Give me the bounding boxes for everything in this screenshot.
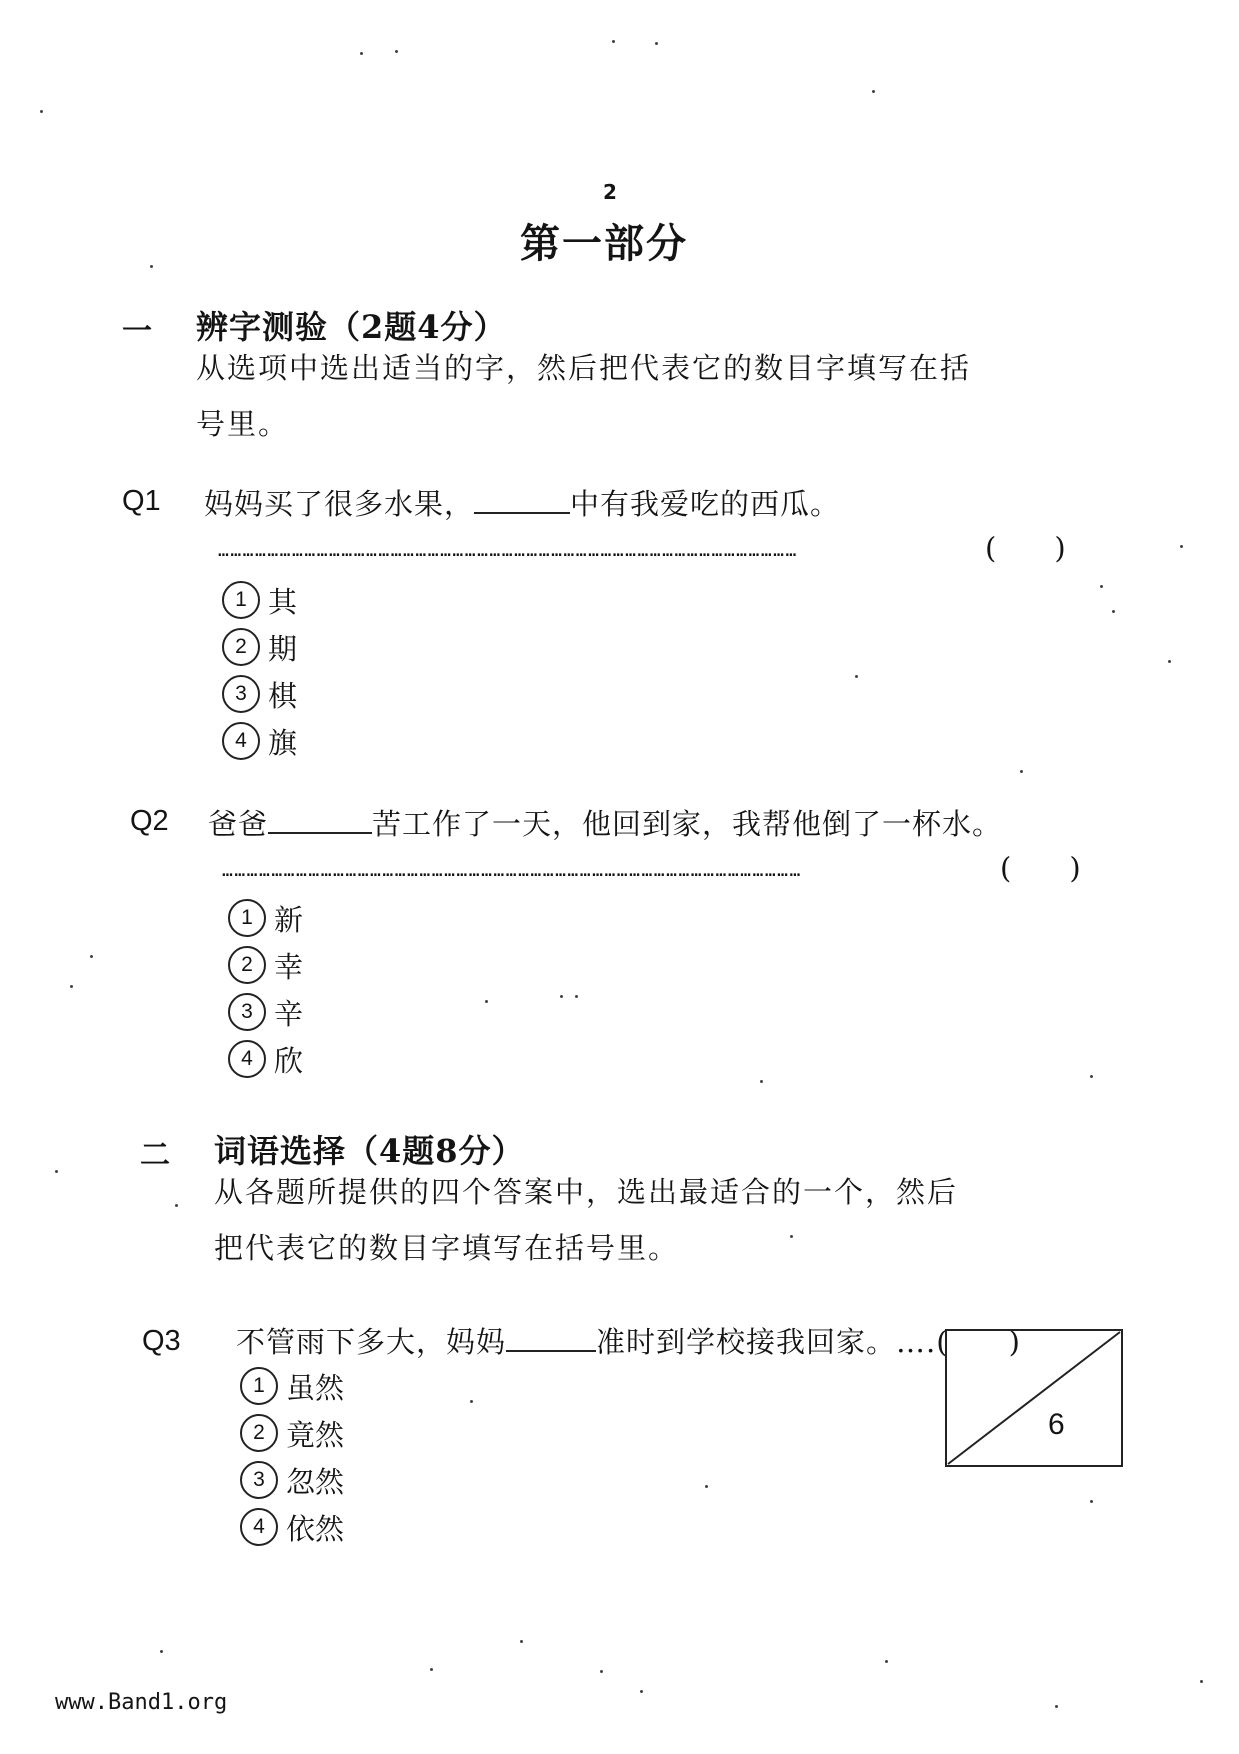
q3-option — [240, 1458, 344, 1502]
q3-option — [240, 1505, 344, 1549]
option-text: 忽然 — [286, 1464, 345, 1499]
q3-question — [236, 1320, 1021, 1361]
section2-title: 词语选择（4题8分） — [214, 1132, 525, 1170]
option-text: 期 — [268, 631, 298, 666]
option-number: 3 — [222, 675, 260, 713]
footer-watermark: www.Band1.org — [55, 1690, 228, 1715]
q3-text-after: 准时到学校接我回家。 — [596, 1325, 897, 1359]
q1-text-before: 妈妈买了很多水果， — [204, 487, 475, 521]
option-number: 4 — [222, 722, 260, 760]
q2-leader-dots: …………………………………………………………………………………………………………………………… — [222, 860, 802, 881]
q2-option — [228, 943, 303, 987]
option-number: 2 — [222, 628, 260, 666]
q3-text-before: 不管雨下多大，妈妈 — [236, 1325, 507, 1359]
section1-title: 辨字测验（2题4分） — [196, 308, 507, 346]
q3-option — [240, 1411, 344, 1455]
q2-option — [228, 1037, 303, 1081]
q1-leader-dots: …………………………………………………………………………………………………………………………… — [218, 540, 798, 561]
q2-answer-parentheses[interactable]: ( ) — [1000, 851, 1081, 885]
section2-instruction-line: 把代表它的数目字填写在括号里。 — [214, 1231, 680, 1265]
section2-instruction-line: 从各题所提供的四个答案中，选出最适合的一个，然后 — [214, 1175, 959, 1209]
option-number: 4 — [240, 1508, 278, 1546]
option-number: 1 — [222, 581, 260, 619]
q2-text-before: 爸爸 — [208, 807, 269, 841]
q2-answer-blank[interactable] — [268, 810, 372, 834]
q1-label: Q1 — [122, 485, 161, 517]
option-text: 欣 — [274, 1043, 304, 1078]
option-number: 3 — [240, 1461, 278, 1499]
q1-option — [222, 578, 297, 622]
section2-number: 二 — [140, 1138, 170, 1173]
q3-label: Q3 — [142, 1325, 181, 1357]
score-total: 6 — [1048, 1408, 1065, 1441]
option-text: 幸 — [274, 949, 304, 984]
page-number: 2 — [603, 180, 617, 204]
q2-option — [228, 896, 303, 940]
option-number: 3 — [228, 993, 266, 1031]
option-text: 棋 — [268, 678, 298, 713]
q2-option — [228, 990, 303, 1034]
q1-option — [222, 672, 297, 716]
section2-instruction — [214, 1164, 958, 1276]
q2-text-after: 苦工作了一天，他回到家，我帮他倒了一杯水。 — [372, 807, 1003, 841]
q2-label: Q2 — [130, 805, 169, 837]
option-number: 2 — [240, 1414, 278, 1452]
score-box — [944, 1328, 1124, 1468]
q1-answer-blank[interactable] — [474, 490, 570, 514]
q2-question — [208, 802, 1002, 843]
q1-answer-parentheses[interactable]: ( ) — [985, 531, 1066, 565]
section1-instruction — [196, 340, 971, 452]
q1-question — [204, 482, 840, 523]
q3-answer-blank[interactable] — [506, 1328, 596, 1352]
option-number: 2 — [228, 946, 266, 984]
option-number: 1 — [228, 899, 266, 937]
section1-instruction-line: 号里。 — [196, 407, 290, 441]
option-text: 竟然 — [286, 1417, 345, 1452]
option-text: 辛 — [274, 996, 304, 1031]
q1-text-after: 中有我爱吃的西瓜。 — [570, 487, 841, 521]
page-title: 第一部分 — [520, 220, 688, 267]
option-text: 其 — [268, 584, 298, 619]
section1-instruction-line: 从选项中选出适当的字，然后把代表它的数目字填写在括 — [196, 351, 972, 385]
q3-leader-dots: …. — [896, 1325, 937, 1359]
q1-option — [222, 719, 297, 763]
q2-options — [228, 896, 303, 1081]
q1-options — [222, 578, 297, 763]
q3-option — [240, 1364, 344, 1408]
option-text: 虽然 — [286, 1370, 345, 1405]
section1-number: 一 — [122, 314, 152, 349]
option-number: 1 — [240, 1367, 278, 1405]
q1-option — [222, 625, 297, 669]
q3-options — [240, 1364, 344, 1549]
option-number: 4 — [228, 1040, 266, 1078]
option-text: 新 — [274, 902, 304, 937]
score-box-frame — [944, 1328, 1124, 1468]
option-text: 依然 — [286, 1511, 345, 1546]
option-text: 旗 — [268, 725, 298, 760]
q3-answer-parentheses[interactable]: ( ) — [936, 1325, 1021, 1359]
